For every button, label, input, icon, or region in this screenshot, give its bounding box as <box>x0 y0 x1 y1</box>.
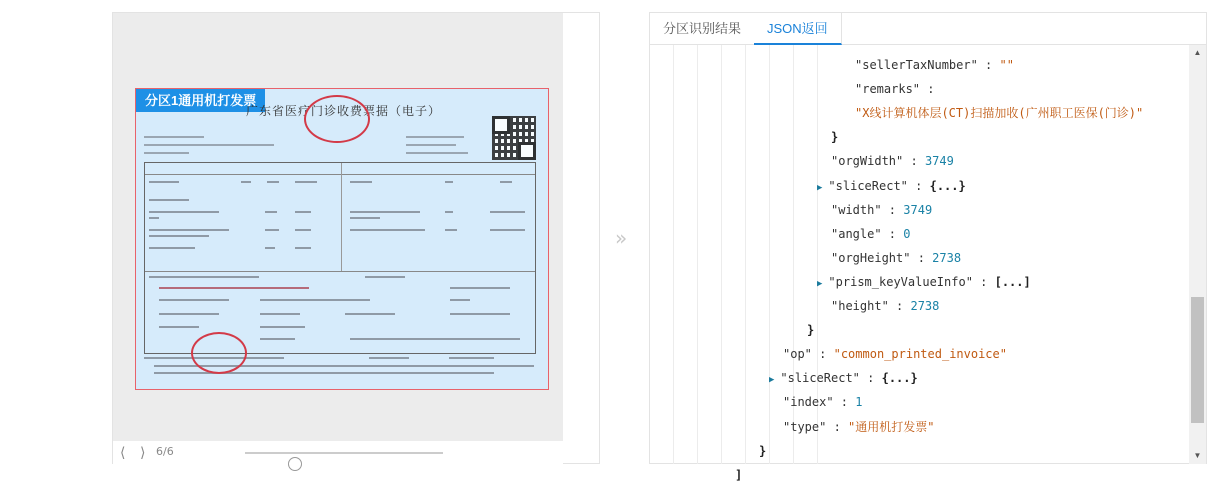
json-line: "index" : 1 <box>783 395 863 410</box>
indent-guide <box>697 45 698 464</box>
json-line: "remarks" : <box>855 82 942 97</box>
tab-json-response[interactable]: JSON返回 <box>754 13 842 45</box>
json-line: "X线计算机体层(CT)扫描加收(广州职工医保(门诊)" <box>855 106 1144 121</box>
json-line: } <box>759 443 767 458</box>
json-line: } <box>807 323 815 338</box>
invoice-image <box>135 88 549 390</box>
seal-stamp-bottom <box>191 332 247 374</box>
viewer-toolbar <box>113 441 563 464</box>
json-line: ▶ "sliceRect" : {...} <box>769 371 918 386</box>
invoice-table <box>144 162 536 354</box>
indent-guide <box>721 45 722 464</box>
scrollbar-thumb[interactable] <box>1191 297 1204 423</box>
json-line: "orgWidth" : 3749 <box>831 154 954 169</box>
prev-page-icon[interactable]: ⟨ <box>120 444 126 460</box>
expand-toggle-icon[interactable]: ▶ <box>817 182 823 193</box>
invoice-title: 广东省医疗门诊收费票据（电子） <box>246 104 442 118</box>
scroll-up-arrow-icon[interactable]: ▲ <box>1193 48 1202 57</box>
json-line: "angle" : 0 <box>831 226 911 241</box>
json-viewer[interactable] <box>650 45 1190 482</box>
zoom-slider-handle[interactable] <box>288 457 302 471</box>
json-line: "orgHeight" : 2738 <box>831 250 962 265</box>
expand-toggle-icon[interactable]: ▶ <box>817 278 823 289</box>
json-line: ▶ "prism_keyValueInfo" : [...] <box>817 274 1031 289</box>
json-line: } <box>831 130 839 145</box>
json-line: "sellerTaxNumber" : "" <box>855 58 1014 72</box>
json-scrollbar[interactable] <box>1189 45 1206 464</box>
indent-guide <box>745 45 746 464</box>
zoom-slider[interactable] <box>245 452 443 454</box>
json-line: "op" : "common_printed_invoice" <box>783 347 1007 362</box>
invoice-region-box <box>135 88 549 390</box>
indent-guide <box>769 45 770 464</box>
json-line: ] <box>735 467 743 482</box>
image-viewer-panel <box>112 12 600 464</box>
result-panel <box>649 12 1207 482</box>
image-canvas[interactable] <box>113 13 563 441</box>
json-line: "type" : "通用机打发票" <box>783 419 935 434</box>
json-line: ▶ "sliceRect" : {...} <box>817 178 966 193</box>
expand-toggle-icon[interactable]: ▶ <box>769 375 775 386</box>
json-line: "height" : 2738 <box>831 299 940 313</box>
json-line: "width" : 3749 <box>831 202 933 217</box>
result-tabs <box>650 13 1206 45</box>
invoice-header-info <box>144 134 544 160</box>
page-indicator: 6/6 <box>156 445 174 458</box>
tab-zone-results[interactable]: 分区识别结果 <box>650 13 755 45</box>
zone-label: 分区1通用机打发票 <box>136 89 265 112</box>
next-page-icon[interactable]: ⟩ <box>140 444 146 460</box>
scroll-down-arrow-icon[interactable]: ▼ <box>1193 451 1202 460</box>
double-chevron-right-icon: » <box>615 226 628 250</box>
indent-guide <box>673 45 674 464</box>
